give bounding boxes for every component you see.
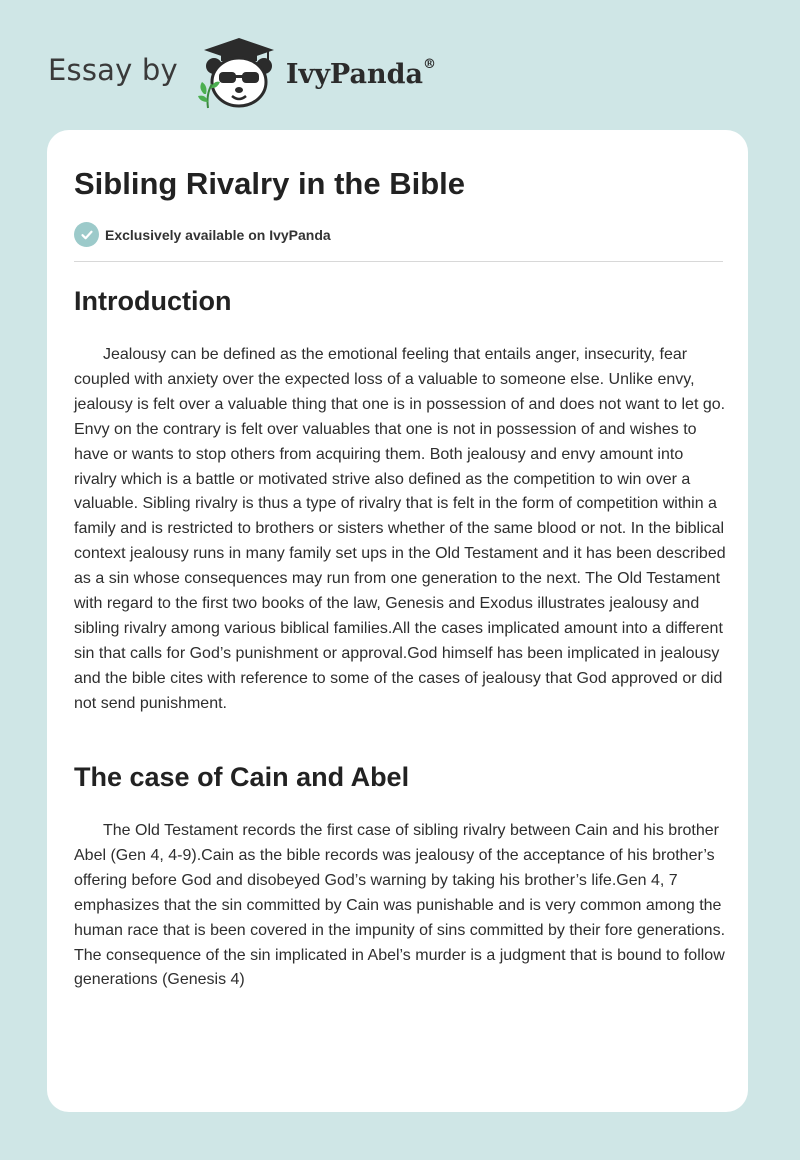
page-title: Sibling Rivalry in the Bible — [74, 166, 466, 201]
exclusive-badge — [74, 222, 331, 247]
brand-name: IvyPanda — [285, 58, 423, 90]
section-heading-introduction: Introduction — [74, 286, 232, 316]
section-heading-cain-abel: The case of Cain and Abel — [74, 762, 410, 792]
check-circle-icon — [74, 222, 99, 247]
essay-by-label: Essay by — [48, 53, 178, 87]
site-header — [48, 36, 436, 110]
brand-logo — [285, 56, 436, 90]
essay-card — [47, 130, 748, 1112]
exclusive-badge-text: Exclusively available on IvyPanda — [105, 226, 331, 243]
panda-graduate-icon — [194, 36, 284, 110]
title-divider — [74, 261, 723, 262]
section-paragraph-introduction: Jealousy can be defined as the emotional feeling that entails anger, insecurity, fear coupled with anxiety over the expected loss of a valuable to someone else. Unlike envy, jealousy is felt over a valuable thing that one is in possession of and does not want to let go. Envy on the contrary is felt over valuables that one is not in possession of and wishes to have or wants to stop others from acquiring them. Both jealousy and envy amount into rivalry which is a battle or motivated strive also defined as the competition to win over a valuable. Sibling rivalry is thus a type of rivalry that is felt in the form of competition within a family and is restricted to brothers or sisters whether of the same blood or not. In the biblical context jealousy runs in many family set ups in the Old Testament and it has been described as a sin whose consequences may run from one generation to the next. The Old Testament with regard to the first two books of the law, Genesis and Exodus illustrates jealousy and sibling rivalry among various biblical families.All the cases implicated amount into a different sin that calls for God’s punishment or approval.God himself has been implicated in jealousy and the bible cites with reference to some of the cases of jealousy that God approved or did not send punishment. — [74, 346, 726, 712]
registered-mark: ® — [422, 56, 436, 72]
section-paragraph-cain-abel: The Old Testament records the first case of sibling rivalry between Cain and his brother Abel (Gen 4, 4-9).Cain as the bible records was jealousy of the acceptance of his brother’s offering before God and disobeyed God’s warning by taking his brother’s life.Gen 4, 7 emphasizes that the sin committed by Cain was punishable and is very common among the human race that is been covered in the impunity of sins committed by their fore generations. The consequence of the sin implicated in Abel’s murder is a judgment that is bound to follow generations (Genesis 4) — [74, 822, 726, 989]
